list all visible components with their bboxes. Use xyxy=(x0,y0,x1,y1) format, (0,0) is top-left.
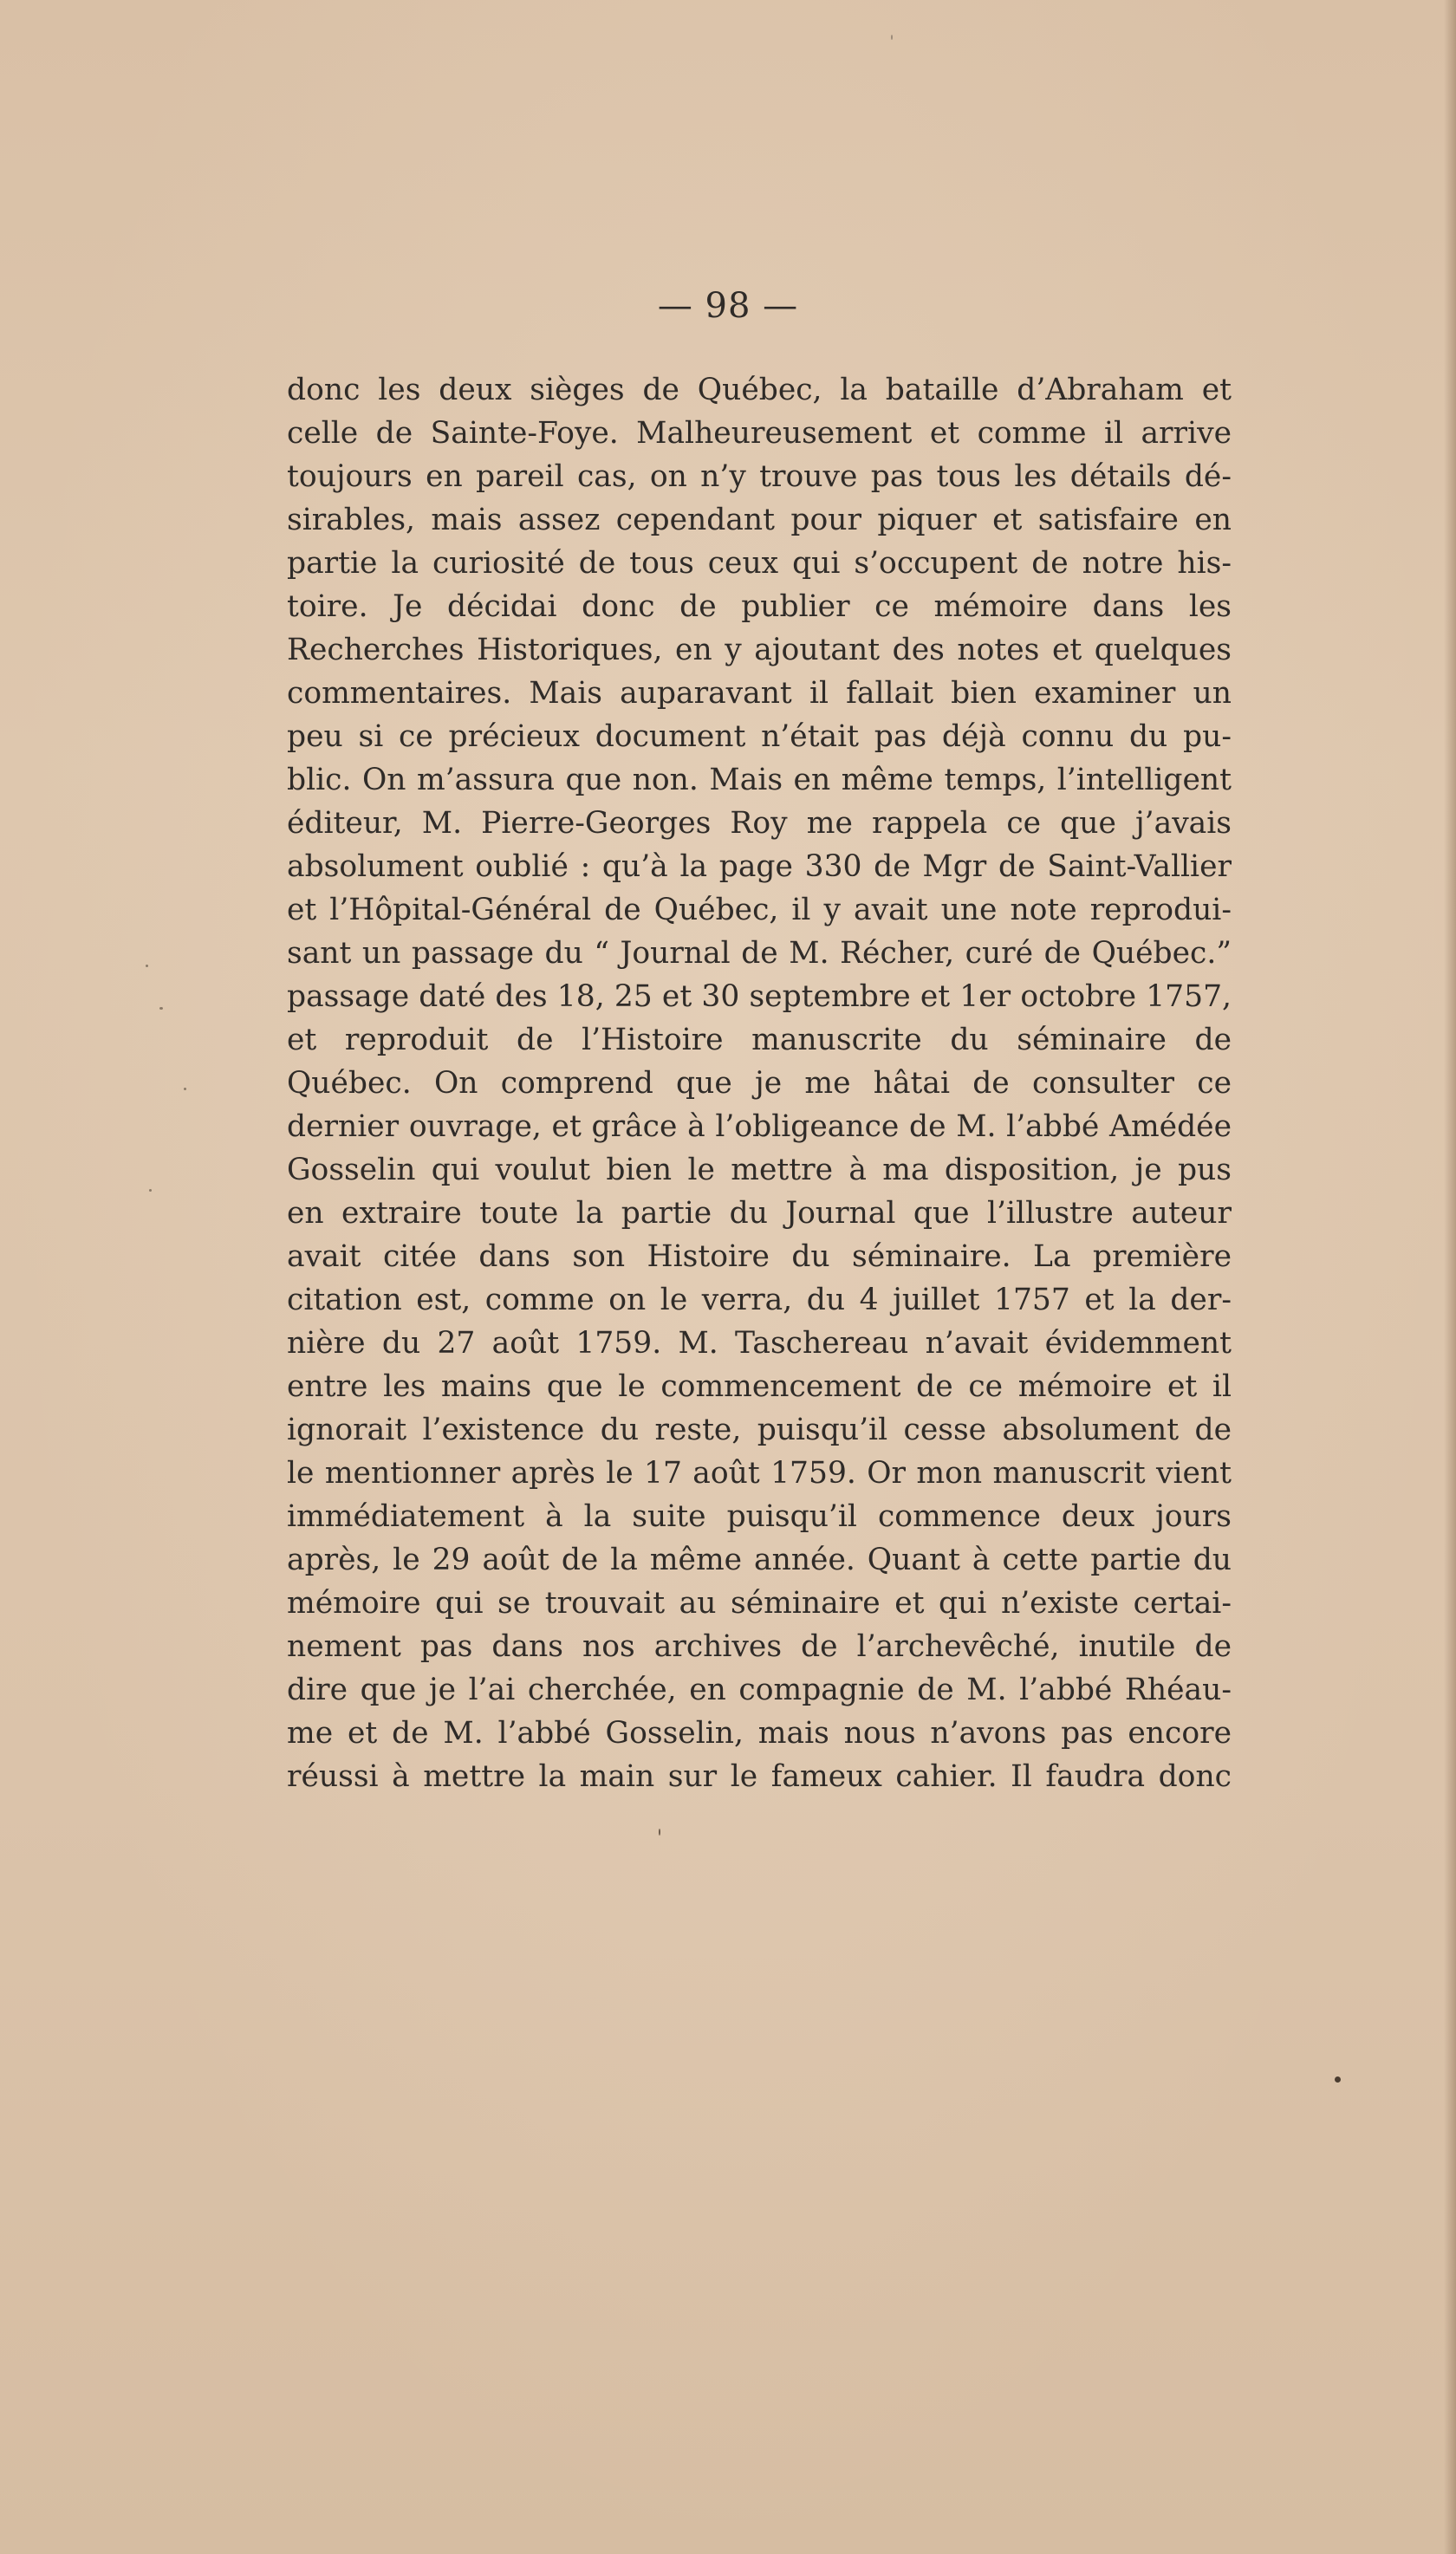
text-line: partie la curiosité de tous ceux qui s’occupent de notre his- xyxy=(287,546,1232,581)
text-line: avait citée dans son Histoire du séminaire. La première xyxy=(287,1239,1232,1274)
ink-speck xyxy=(659,1829,660,1836)
ink-speck xyxy=(891,35,893,40)
text-line: et l’Hôpital-Général de Québec, il y avait une note reprodui- xyxy=(287,893,1232,927)
text-line: nière du 27 août 1759. M. Taschereau n’avait évidemment xyxy=(287,1326,1232,1361)
text-line: et reproduit de l’Histoire manuscrite du séminaire de xyxy=(287,1023,1232,1057)
ink-speck xyxy=(149,1189,152,1192)
text-line: immédiatement à la suite puisqu’il commence deux jours xyxy=(287,1499,1232,1534)
text-line: me et de M. l’abbé Gosselin, mais nous n’avons pas encore xyxy=(287,1716,1232,1751)
ink-speck xyxy=(159,1007,163,1010)
text-line: sant un passage du “ Journal de M. Récher, curé de Québec.” xyxy=(287,936,1232,971)
text-line: nement pas dans nos archives de l’archevêché, inutile de xyxy=(287,1629,1232,1664)
text-line: sirables, mais assez cependant pour piquer et satisfaire en xyxy=(287,503,1232,537)
ink-speck xyxy=(146,965,148,967)
text-line: dernier ouvrage, et grâce à l’obligeance de M. l’abbé Amédée xyxy=(287,1109,1232,1144)
text-line: citation est, comme on le verra, du 4 juillet 1757 et la der- xyxy=(287,1283,1232,1317)
text-line: mémoire qui se trouvait au séminaire et qui n’existe certai- xyxy=(287,1586,1232,1621)
ink-speck xyxy=(184,1088,186,1090)
text-line: ignorait l’existence du reste, puisqu’il cesse absolument de xyxy=(287,1413,1232,1447)
text-line: en extraire toute la partie du Journal que l’illustre auteur xyxy=(287,1196,1232,1231)
text-line: blic. On m’assura que non. Mais en même temps, l’intelligent xyxy=(287,763,1232,797)
text-line: après, le 29 août de la même année. Quant à cette partie du xyxy=(287,1543,1232,1577)
text-line: peu si ce précieux document n’était pas déjà connu du pu- xyxy=(287,719,1232,754)
text-line: Québec. On comprend que je me hâtai de consulter ce xyxy=(287,1066,1232,1101)
text-line: entre les mains que le commencement de ce mémoire et il xyxy=(287,1369,1232,1404)
text-line: le mentionner après le 17 août 1759. Or mon manuscrit vient xyxy=(287,1456,1232,1491)
text-line: éditeur, M. Pierre-Georges Roy me rappela ce que j’avais xyxy=(287,806,1232,841)
text-line: passage daté des 18, 25 et 30 septembre et 1er octobre 1757, xyxy=(287,979,1232,1014)
body-text xyxy=(287,368,1232,1798)
text-line: absolument oublié : qu’à la page 330 de Mgr de Saint-Vallier xyxy=(287,849,1232,884)
text-line: Recherches Historiques, en y ajoutant des notes et quelques xyxy=(287,633,1232,667)
ink-speck xyxy=(1335,2076,1341,2083)
text-line: toujours en pareil cas, on n’y trouve pas tous les détails dé- xyxy=(287,459,1232,494)
page-edge-shadow xyxy=(1444,0,1456,2554)
text-line: toire. Je décidai donc de publier ce mémoire dans les xyxy=(287,589,1232,624)
page-number: — 98 — xyxy=(657,286,799,326)
text-line: Gosselin qui voulut bien le mettre à ma disposition, je pus xyxy=(287,1153,1232,1187)
text-line: réussi à mettre la main sur le fameux cahier. Il faudra donc xyxy=(287,1759,1232,1794)
text-line: commentaires. Mais auparavant il fallait bien examiner un xyxy=(287,676,1232,711)
text-line: dire que je l’ai cherchée, en compagnie de M. l’abbé Rhéau- xyxy=(287,1673,1232,1707)
text-line: donc les deux sièges de Québec, la bataille d’Abraham et xyxy=(287,373,1232,407)
text-line: celle de Sainte-Foye. Malheureusement et comme il arrive xyxy=(287,416,1232,451)
